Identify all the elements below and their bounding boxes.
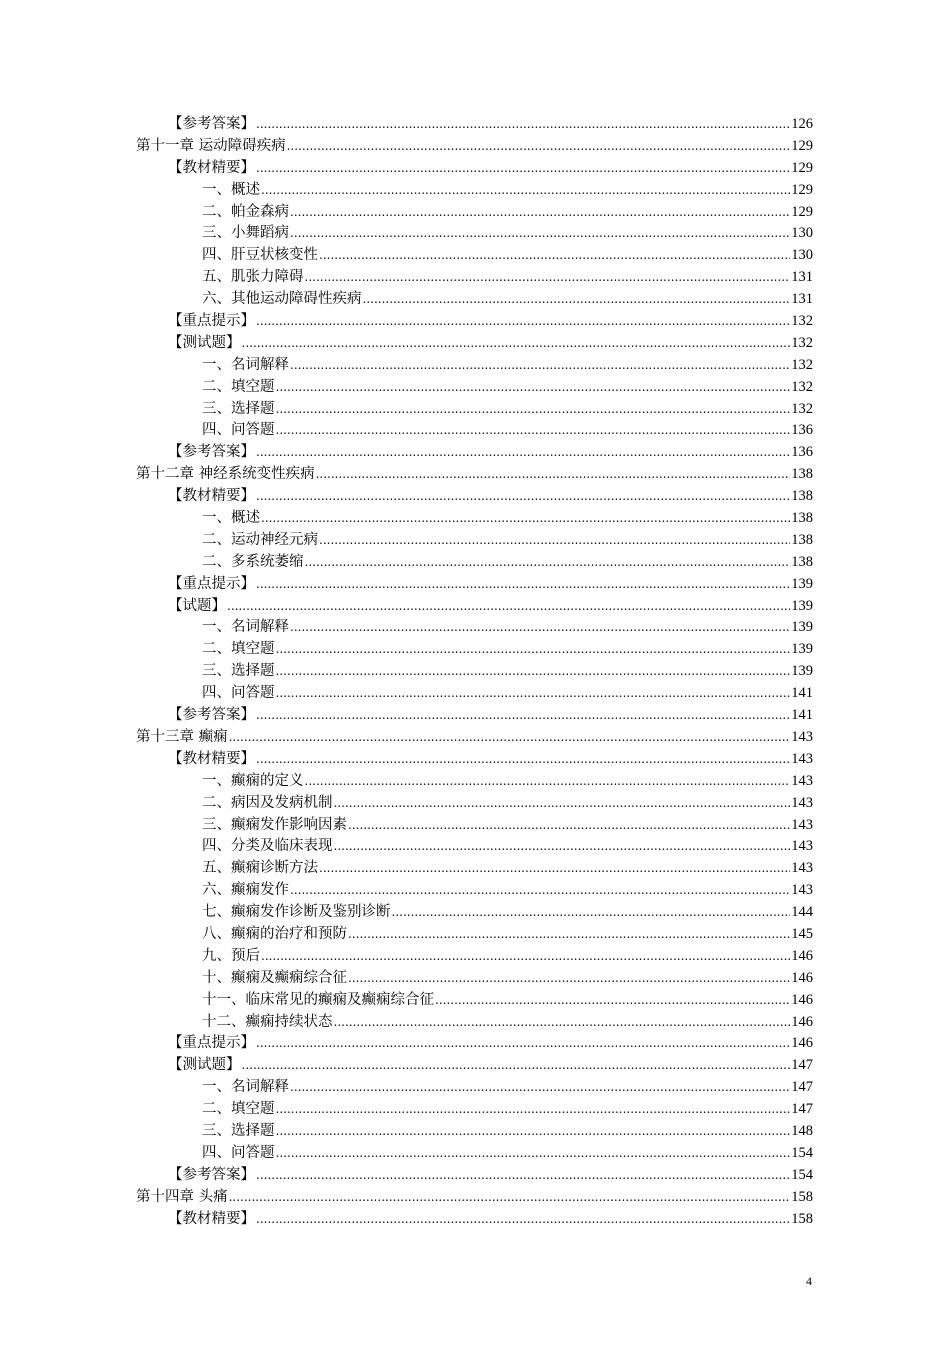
toc-entry-page: 139	[791, 575, 813, 592]
toc-entry[interactable]	[136, 880, 813, 902]
toc-leader-dots	[319, 530, 790, 552]
toc-entry-label: 一、名词解释	[202, 619, 289, 636]
toc-entry-page: 146	[791, 969, 813, 986]
toc-entry-label: 【参考答案】	[168, 444, 255, 461]
toc-leader-dots	[261, 508, 790, 530]
toc-entry[interactable]	[136, 1099, 813, 1121]
toc-entry-label: 一、概述	[202, 510, 260, 527]
toc-entry[interactable]	[136, 289, 813, 311]
toc-leader-dots	[242, 333, 791, 355]
toc-entry-page: 143	[791, 772, 813, 789]
toc-leader-dots	[348, 924, 790, 946]
toc-entry[interactable]	[136, 1143, 813, 1165]
toc-leader-dots	[334, 1012, 791, 1034]
toc-entry[interactable]	[136, 158, 813, 180]
toc-entry-label: 三、选择题	[202, 400, 275, 417]
toc-entry-page: 147	[791, 1101, 813, 1118]
toc-entry[interactable]	[136, 639, 813, 661]
toc-entry[interactable]	[136, 968, 813, 990]
toc-entry-label: 一、癫痫的定义	[202, 772, 304, 789]
toc-leader-dots	[319, 245, 790, 267]
toc-entry-label: 一、名词解释	[202, 356, 289, 373]
toc-leader-dots	[290, 1077, 790, 1099]
toc-entry[interactable]	[136, 836, 813, 858]
toc-entry-label: 十一、临床常见的癫痫及癫痫综合征	[202, 991, 434, 1008]
toc-entry-label: 第十三章 癫痫	[136, 728, 228, 745]
toc-entry-label: 二、病因及发病机制	[202, 794, 333, 811]
toc-entry-page: 143	[791, 816, 813, 833]
toc-entry-label: 二、填空题	[202, 378, 275, 395]
toc-entry-page: 136	[791, 422, 813, 439]
toc-leader-dots	[290, 202, 790, 224]
toc-entry[interactable]	[136, 1209, 813, 1231]
toc-entry[interactable]	[136, 727, 813, 749]
toc-entry-label: 五、肌张力障碍	[202, 269, 304, 286]
toc-entry-label: 【测试题】	[168, 334, 241, 351]
toc-leader-dots	[363, 289, 791, 311]
toc-entry[interactable]	[136, 355, 813, 377]
toc-entry-label: 【参考答案】	[168, 1166, 255, 1183]
toc-entry-label: 【教材精要】	[168, 750, 255, 767]
toc-entry-page: 146	[791, 1035, 813, 1052]
toc-entry[interactable]	[136, 1187, 813, 1209]
toc-entry-label: 十、癫痫及癫痫综合征	[202, 969, 347, 986]
toc-entry[interactable]	[136, 1165, 813, 1187]
toc-leader-dots	[256, 574, 790, 596]
toc-entry-label: 二、帕金森病	[202, 203, 289, 220]
toc-entry-page: 129	[791, 203, 813, 220]
toc-entry[interactable]	[136, 683, 813, 705]
toc-leader-dots	[276, 1143, 791, 1165]
toc-entry-page: 129	[791, 159, 813, 176]
toc-entry-page: 138	[791, 488, 813, 505]
toc-entry[interactable]	[136, 114, 813, 136]
toc-entry-label: 四、问答题	[202, 422, 275, 439]
toc-entry-page: 136	[791, 444, 813, 461]
toc-entry-page: 145	[791, 925, 813, 942]
toc-leader-dots	[392, 902, 791, 924]
toc-entry[interactable]	[136, 1055, 813, 1077]
toc-entry-page: 132	[791, 356, 813, 373]
toc-leader-dots	[256, 749, 790, 771]
toc-leader-dots	[305, 267, 791, 289]
toc-entry-page: 154	[791, 1166, 813, 1183]
toc-leader-dots	[229, 1187, 791, 1209]
toc-entry-page: 141	[791, 685, 813, 702]
toc-leader-dots	[290, 355, 790, 377]
toc-entry-page: 143	[791, 794, 813, 811]
toc-entry-label: 十二、癫痫持续状态	[202, 1013, 333, 1030]
toc-leader-dots	[276, 639, 791, 661]
toc-entry-label: 第十四章 头痛	[136, 1188, 228, 1205]
toc-entry-page: 143	[791, 750, 813, 767]
toc-entry[interactable]	[136, 420, 813, 442]
toc-entry-page: 147	[791, 1057, 813, 1074]
toc-entry-page: 132	[791, 334, 813, 351]
toc-entry-page: 139	[791, 641, 813, 658]
toc-entry[interactable]	[136, 574, 813, 596]
toc-entry-page: 143	[791, 882, 813, 899]
toc-entry-label: 【教材精要】	[168, 1210, 255, 1227]
toc-entry-page: 139	[791, 619, 813, 636]
toc-leader-dots	[305, 552, 791, 574]
toc-entry-label: 【测试题】	[168, 1057, 241, 1074]
toc-entry-page: 138	[791, 531, 813, 548]
toc-entry-label: 【重点提示】	[168, 313, 255, 330]
toc-leader-dots	[435, 990, 790, 1012]
toc-leader-dots	[276, 399, 791, 421]
toc-entry[interactable]	[136, 267, 813, 289]
toc-entry-label: 【教材精要】	[168, 488, 255, 505]
toc-entry-label: 三、选择题	[202, 663, 275, 680]
toc-entry-label: 四、分类及临床表现	[202, 838, 333, 855]
toc-entry-page: 143	[791, 728, 813, 745]
toc-leader-dots	[261, 946, 790, 968]
toc-entry-label: 【参考答案】	[168, 116, 255, 132]
toc-entry-label: 二、填空题	[202, 641, 275, 658]
toc-entry-page: 141	[791, 707, 813, 724]
toc-entry-page: 146	[791, 947, 813, 964]
toc-leader-dots	[256, 1209, 790, 1231]
toc-entry-page: 138	[791, 553, 813, 570]
toc-entry[interactable]	[136, 902, 813, 924]
toc-entry-page: 147	[791, 1079, 813, 1096]
toc-entry-label: 第十二章 神经系统变性疾病	[136, 466, 315, 483]
toc-leader-dots	[256, 486, 790, 508]
toc-leader-dots	[319, 858, 790, 880]
toc-leader-dots	[256, 114, 790, 136]
toc-leader-dots	[276, 420, 791, 442]
toc-entry[interactable]	[136, 815, 813, 837]
toc-leader-dots	[290, 617, 790, 639]
toc-entry[interactable]	[136, 508, 813, 530]
toc-entry-page: 146	[791, 991, 813, 1008]
toc-entry-label: 【重点提示】	[168, 575, 255, 592]
toc-entry[interactable]	[136, 990, 813, 1012]
toc-entry-label: 二、多系统萎缩	[202, 553, 304, 570]
toc-entry-page: 130	[791, 247, 813, 264]
toc-entry[interactable]	[136, 311, 813, 333]
toc-entry-page: 130	[791, 225, 813, 242]
toc-entry[interactable]	[136, 946, 813, 968]
toc-entry-page: 138	[791, 510, 813, 527]
toc-leader-dots	[348, 815, 790, 837]
toc-entry-page: 132	[791, 400, 813, 417]
toc-entry-label: 四、问答题	[202, 685, 275, 702]
toc-entry[interactable]	[136, 399, 813, 421]
toc-entry[interactable]	[136, 1012, 813, 1034]
toc-leader-dots	[276, 1099, 791, 1121]
toc-entry-label: 【试题】	[168, 597, 226, 614]
toc-entry[interactable]	[136, 661, 813, 683]
toc-leader-dots	[242, 1055, 791, 1077]
toc-entry-label: 八、癫痫的治疗和预防	[202, 925, 347, 942]
toc-entry[interactable]	[136, 1077, 813, 1099]
toc-entry[interactable]	[136, 552, 813, 574]
toc-entry-label: 六、其他运动障碍性疾病	[202, 291, 362, 308]
toc-leader-dots	[229, 727, 791, 749]
toc-entry-page: 143	[791, 860, 813, 877]
toc-entry-page: 129	[791, 137, 813, 154]
page-number: 4	[806, 1274, 812, 1288]
toc-entry[interactable]	[136, 136, 813, 158]
toc-entry-page: 148	[791, 1122, 813, 1139]
toc-leader-dots	[290, 223, 790, 245]
toc-entry[interactable]	[136, 771, 813, 793]
toc-entry[interactable]	[136, 180, 813, 202]
toc-entry-page: 158	[791, 1210, 813, 1227]
toc-entry-page: 144	[791, 904, 813, 921]
toc-entry-label: 四、肝豆状核变性	[202, 247, 318, 264]
toc-entry[interactable]	[136, 530, 813, 552]
toc-entry-label: 七、癫痫发作诊断及鉴别诊断	[202, 904, 391, 921]
toc-leader-dots	[227, 596, 790, 618]
toc-entry-label: 四、问答题	[202, 1144, 275, 1161]
toc-leader-dots	[334, 793, 791, 815]
toc-entry[interactable]	[136, 223, 813, 245]
toc-leader-dots	[348, 968, 790, 990]
toc-entry-label: 一、名词解释	[202, 1079, 289, 1096]
toc-entry[interactable]	[136, 377, 813, 399]
toc-entry-label: 六、癫痫发作	[202, 882, 289, 899]
toc-entry[interactable]	[136, 596, 813, 618]
toc-entry-page: 154	[791, 1144, 813, 1161]
toc-leader-dots	[276, 377, 791, 399]
toc-entry-label: 【参考答案】	[168, 707, 255, 724]
toc-entry-page: 146	[791, 1013, 813, 1030]
toc-leader-dots	[276, 683, 791, 705]
toc-entry-page: 132	[791, 313, 813, 330]
toc-leader-dots	[316, 464, 791, 486]
toc-leader-dots	[256, 311, 790, 333]
toc-entry-page: 131	[791, 269, 813, 286]
toc-entry-label: 一、概述	[202, 181, 260, 198]
toc-entry[interactable]	[136, 464, 813, 486]
toc-entry[interactable]	[136, 333, 813, 355]
toc-leader-dots	[276, 661, 791, 683]
toc-leader-dots	[256, 705, 790, 727]
toc-entry[interactable]	[136, 202, 813, 224]
toc-leader-dots	[287, 136, 791, 158]
toc-leader-dots	[276, 1121, 791, 1143]
toc-leader-dots	[256, 442, 790, 464]
toc-entry-page: 131	[791, 291, 813, 308]
toc-entry-page: 126	[791, 116, 813, 132]
toc-entry[interactable]	[136, 245, 813, 267]
toc-leader-dots	[305, 771, 791, 793]
toc-entry-label: 第十一章 运动障碍疾病	[136, 137, 286, 154]
toc-leader-dots	[256, 1033, 790, 1055]
toc-entry[interactable]	[136, 442, 813, 464]
toc-entry-label: 三、癫痫发作影响因素	[202, 816, 347, 833]
toc-entry[interactable]	[136, 705, 813, 727]
toc-leader-dots	[256, 1165, 790, 1187]
toc-entry-label: 【教材精要】	[168, 159, 255, 176]
toc-leader-dots	[261, 180, 790, 202]
toc-entry-page: 129	[791, 181, 813, 198]
toc-entry-page: 158	[791, 1188, 813, 1205]
toc-entry-page: 132	[791, 378, 813, 395]
toc-entry-page: 143	[791, 838, 813, 855]
toc-entry-label: 三、选择题	[202, 1122, 275, 1139]
table-of-contents	[136, 114, 813, 1230]
toc-entry[interactable]	[136, 617, 813, 639]
toc-entry-label: 三、小舞蹈病	[202, 225, 289, 242]
toc-entry-label: 二、运动神经元病	[202, 531, 318, 548]
toc-entry-label: 【重点提示】	[168, 1035, 255, 1052]
toc-entry-page: 139	[791, 597, 813, 614]
toc-entry-label: 五、癫痫诊断方法	[202, 860, 318, 877]
toc-entry[interactable]	[136, 749, 813, 771]
toc-entry-label: 九、预后	[202, 947, 260, 964]
toc-leader-dots	[290, 880, 790, 902]
toc-entry-page: 139	[791, 663, 813, 680]
toc-entry-page: 138	[791, 466, 813, 483]
toc-entry[interactable]	[136, 858, 813, 880]
toc-entry-label: 二、填空题	[202, 1101, 275, 1118]
toc-entry[interactable]	[136, 1121, 813, 1143]
toc-entry[interactable]	[136, 1033, 813, 1055]
toc-entry[interactable]	[136, 793, 813, 815]
toc-entry[interactable]	[136, 486, 813, 508]
toc-leader-dots	[334, 836, 791, 858]
toc-leader-dots	[256, 158, 790, 180]
toc-entry[interactable]	[136, 924, 813, 946]
